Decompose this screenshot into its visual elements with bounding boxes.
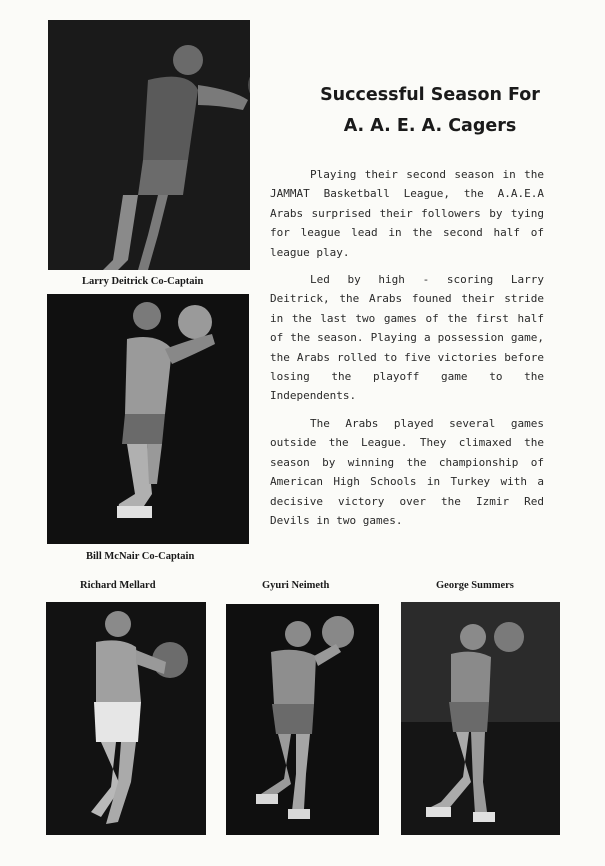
caption-larry-deitrick: Larry Deitrick Co-Captain (82, 276, 204, 287)
caption-bill-mcnair: Bill McNair Co-Captain (86, 551, 195, 562)
caption-gyuri-neimeth: Gyuri Neimeth (262, 580, 330, 591)
photo-richard-mellard (46, 602, 206, 835)
photo-bill-mcnair (47, 294, 249, 544)
headline-line-2: A. A. E. A. Cagers (343, 116, 517, 136)
photo-george-summers (401, 602, 560, 835)
article-paragraph: Led by high - scoring Larry Deitrick, the Arabs founed their stride in the last two games of the first half of the season. Playing a possession game, the Arabs rolled to five victories before losing the playoff game to the Independents. (270, 273, 544, 403)
headline-line-1: Successful Season For (320, 85, 540, 105)
article-body (270, 165, 544, 538)
caption-george-summers: George Summers (436, 580, 514, 591)
photo-larry-deitrick (48, 20, 250, 270)
article-paragraph: The Arabs played several games outside the League. They climaxed the season by winning the championship of American High Schools in Turkey with a decisive victory over the Izmir Red Devils in two games. (270, 416, 544, 527)
article-paragraph: Playing their second season in the JAMMAT Basketball League, the A.A.E.A Arabs surprised their followers by tying for league lead in the second half of league play. (270, 168, 544, 259)
caption-richard-mellard: Richard Mellard (80, 580, 156, 591)
photo-gyuri-neimeth (226, 604, 379, 835)
